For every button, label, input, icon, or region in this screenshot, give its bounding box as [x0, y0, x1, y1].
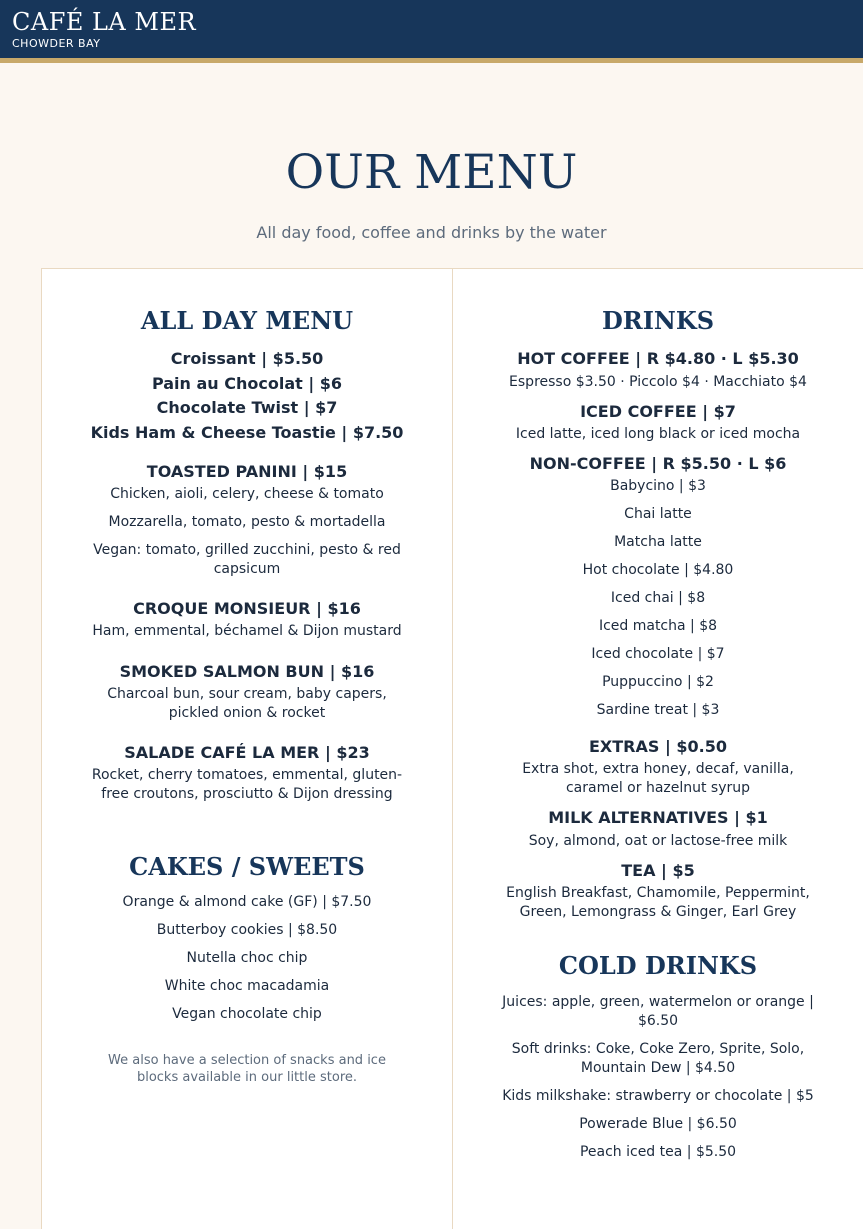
non-coffee-item: Iced chai | $8: [610, 590, 706, 606]
milk-title: MILK ALTERNATIVES | $1: [548, 808, 768, 827]
salmon-desc: Charcoal bun, sour cream, baby capers, pickled onion & rocket: [107, 686, 387, 721]
panini-option: Vegan: tomato, grilled zucchini, pesto & red capsicum: [93, 542, 401, 577]
iced-coffee-desc: Iced latte, iced long black or iced mocha: [515, 426, 801, 442]
brand-location: CHOWDER BAY: [12, 37, 101, 50]
non-coffee-item: Matcha latte: [614, 534, 702, 550]
croque-desc: Ham, emmental, béchamel & Dijon mustard: [92, 623, 402, 639]
cake-item: Nutella choc chip: [186, 950, 308, 966]
menu-item: Croissant | $5.50: [170, 349, 324, 368]
cold-drink-item: Kids milkshake: strawberry or chocolate | $5: [502, 1088, 814, 1104]
non-coffee-item: Hot chocolate | $4.80: [582, 562, 734, 578]
cold-drink-item: Juices: apple, green, watermelon or orange | $6.50: [502, 994, 814, 1029]
menu-item: Chocolate Twist | $7: [156, 398, 338, 417]
menu-item: Pain au Chocolat | $6: [151, 374, 343, 393]
non-coffee-item: Iced chocolate | $7: [591, 646, 725, 662]
salade-desc: Rocket, cherry tomatoes, emmental, gluten-free croutons, prosciutto & Dijon dressing: [91, 767, 403, 802]
salmon-title: SMOKED SALMON BUN | $16: [119, 662, 375, 681]
cold-drink-item: Powerade Blue | $6.50: [579, 1116, 737, 1132]
hot-coffee-title: HOT COFFEE | R $4.80 · L $5.30: [517, 349, 799, 368]
page-subtitle: All day food, coffee and drinks by the water: [256, 223, 607, 242]
cakes-heading: CAKES / SWEETS: [129, 852, 365, 881]
iced-coffee-title: ICED COFFEE | $7: [580, 402, 736, 421]
all-day-heading: ALL DAY MENU: [140, 306, 354, 335]
menu-panel: [41, 268, 863, 1229]
non-coffee-item: Sardine treat | $3: [596, 702, 720, 718]
cake-item: White choc macadamia: [164, 978, 330, 994]
site-header: [0, 0, 863, 63]
non-coffee-item: Iced matcha | $8: [598, 618, 718, 634]
tea-desc: English Breakfast, Chamomile, Peppermint, Green, Lemongrass & Ginger, Earl Grey: [506, 885, 810, 920]
page-title: OUR MENU: [285, 145, 578, 200]
column-divider: [452, 269, 453, 1229]
store-note: We also have a selection of snacks and ice blocks available in our little store.: [108, 1053, 386, 1085]
panini-option: Mozzarella, tomato, pesto & mortadella: [108, 514, 386, 530]
cake-item: Vegan chocolate chip: [172, 1006, 322, 1022]
cake-item: Orange & almond cake (GF) | $7.50: [122, 894, 372, 910]
non-coffee-item: Chai latte: [624, 506, 692, 522]
brand-name[interactable]: CAFÉ LA MER: [12, 8, 197, 36]
cold-drink-item: Peach iced tea | $5.50: [579, 1144, 737, 1160]
cold-drinks-heading: COLD DRINKS: [558, 951, 758, 980]
non-coffee-title: NON-COFFEE | R $5.50 · L $6: [529, 454, 787, 473]
extras-desc: Extra shot, extra honey, decaf, vanilla, caramel or hazelnut syrup: [522, 761, 794, 796]
panini-title: TOASTED PANINI | $15: [146, 462, 348, 481]
cake-item: Butterboy cookies | $8.50: [156, 922, 338, 938]
non-coffee-item: Puppuccino | $2: [602, 674, 714, 690]
non-coffee-item: Babycino | $3: [610, 478, 706, 494]
extras-title: EXTRAS | $0.50: [589, 737, 727, 756]
hot-coffee-desc: Espresso $3.50 · Piccolo $4 · Macchiato $4: [509, 374, 807, 390]
salade-title: SALADE CAFÉ LA MER | $23: [124, 743, 370, 762]
milk-desc: Soy, almond, oat or lactose-free milk: [528, 833, 788, 849]
menu-item: Kids Ham & Cheese Toastie | $7.50: [90, 423, 404, 442]
drinks-heading: DRINKS: [601, 306, 715, 335]
tea-title: TEA | $5: [621, 861, 695, 880]
cold-drink-item: Soft drinks: Coke, Coke Zero, Sprite, Solo, Mountain Dew | $4.50: [511, 1041, 805, 1076]
croque-title: CROQUE MONSIEUR | $16: [133, 599, 361, 618]
panini-option: Chicken, aioli, celery, cheese & tomato: [110, 486, 384, 502]
